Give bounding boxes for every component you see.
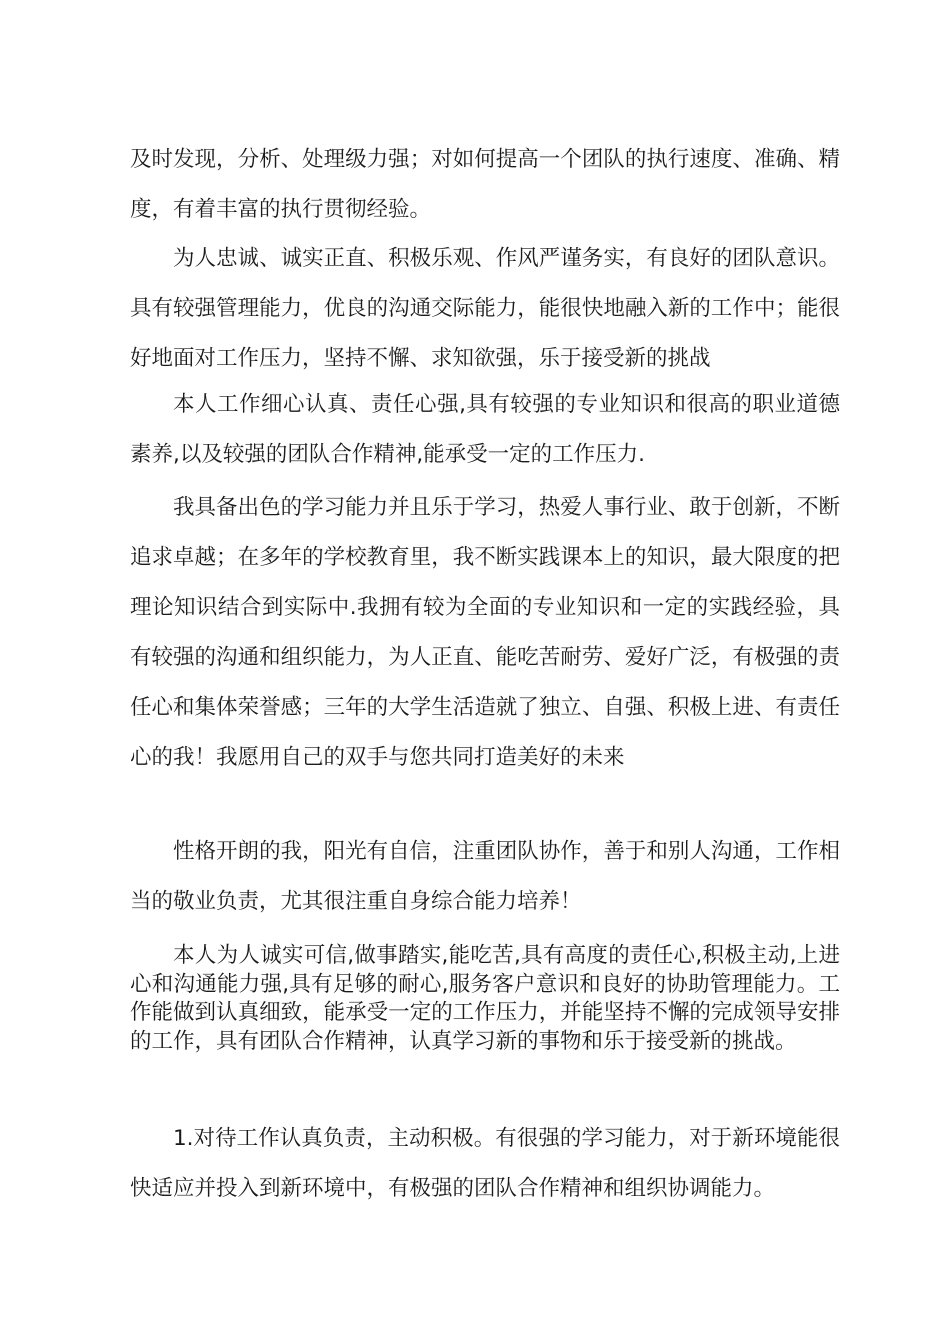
- paragraph-responsibility: 本人工作细心认真、责任心强,具有较强的专业知识和很高的职业道德素养,以及较强的团队合作精神,能承受一定的工作压力.: [130, 392, 840, 467]
- paragraph-execution-experience: 及时发现，分析、处理级力强；对如何提高一个团队的执行速度、准确、精度，有着丰富的执行贯彻经验。: [130, 147, 840, 222]
- paragraph-work-attitude: 1.对待工作认真负责，主动积极。有很强的学习能力，对于新环境能很快适应并投入到新环境中，有极强的团队合作精神和组织协调能力。: [130, 1126, 840, 1201]
- paragraph-loyalty-teamwork: 为人忠诚、诚实正直、积极乐观、作风严谨务实，有良好的团队意识。具有较强管理能力，优良的沟通交际能力，能很快地融入新的工作中；能很好地面对工作压力，坚持不懈、求知欲强，乐于接受新的挑战: [130, 246, 840, 371]
- paragraph-learning-ability: 我具备出色的学习能力并且乐于学习，热爱人事行业、敢于创新，不断追求卓越；在多年的学校教育里，我不断实践课本上的知识，最大限度的把理论知识结合到实际中.我拥有较为全面的专业知识和一定的实践经验，具有较强的沟通和组织能力，为人正直、能吃苦耐劳、爱好广泛，有极强的责任心和集体荣誉感；三年的大学生活造就了独立、自强、积极上进、有责任心的我！我愿用自己的双手与您共同打造美好的未来: [130, 495, 840, 770]
- paragraph-personality: 性格开朗的我，阳光有自信，注重团队协作，善于和别人沟通，工作相当的敬业负责，尤其很注重自身综合能力培养！: [130, 839, 840, 914]
- paragraph-honesty: 本人为人诚实可信,做事踏实,能吃苦,具有高度的责任心,积极主动,上进心和沟通能力强,具有足够的耐心,服务客户意识和良好的协助管理能力。工作能做到认真细致，能承受一定的工作压力，并能坚持不懈的完成领导安排的工作，具有团队合作精神，认真学习新的事物和乐于接受新的挑战。: [130, 943, 840, 1054]
